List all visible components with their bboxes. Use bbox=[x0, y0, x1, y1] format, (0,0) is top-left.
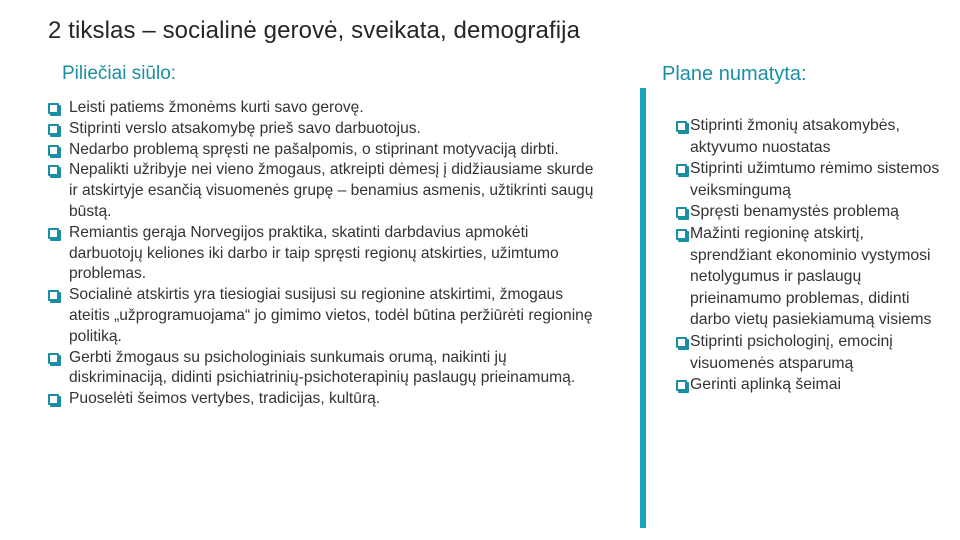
list-item bbox=[676, 115, 948, 158]
list-item-text: Leisti patiems žmonėms kurti savo gerovę. bbox=[69, 99, 364, 116]
list-item-text: Stiprinti užimtumo rėmimo sistemos veiksmingumą bbox=[690, 160, 940, 199]
square-bullet-icon bbox=[676, 380, 687, 391]
square-bullet-icon bbox=[48, 228, 59, 239]
list-item-text: Gerinti aplinką šeimai bbox=[690, 376, 842, 394]
square-bullet-icon bbox=[48, 394, 59, 405]
square-bullet-icon bbox=[48, 353, 59, 364]
square-bullet-icon bbox=[676, 207, 687, 218]
square-bullet-icon bbox=[48, 290, 59, 301]
plan-items-list bbox=[676, 115, 948, 396]
list-item bbox=[676, 158, 948, 201]
list-item bbox=[676, 331, 948, 374]
list-item bbox=[48, 285, 600, 347]
left-column-heading: Piliečiai siūlo: bbox=[62, 63, 177, 84]
square-bullet-icon bbox=[48, 124, 59, 135]
list-item bbox=[48, 348, 600, 390]
square-bullet-icon bbox=[48, 103, 59, 114]
list-item-text: Gerbti žmogaus su psichologiniais sunkumais orumą, naikinti jų diskriminaciją, didinti psichiatrinių-psichoterapinių paslaugų prieinamumą. bbox=[69, 348, 576, 387]
list-item bbox=[48, 119, 600, 140]
list-item bbox=[48, 160, 600, 222]
list-item bbox=[48, 389, 600, 410]
list-item-text: Socialinė atskirtis yra tiesiogiai susijusi su regionine atskirtimi, žmogaus ateitis „užprogramuojama“ jo gimimo vietos, todėl būtina peržiūrėti regioninę politiką. bbox=[69, 286, 593, 345]
list-item bbox=[48, 223, 600, 285]
list-item-text: Mažinti regioninę atskirtį, sprendžiant ekonominio vystymosi netolygumus ir paslaugų prieinamumo problemas, didinti darbo vietų pasiekiamumą visiems bbox=[690, 224, 932, 329]
right-column-heading: Plane numatyta: bbox=[662, 63, 807, 85]
list-item-text: Remiantis gerąja Norvegijos praktika, skatinti darbdavius apmokėti darbuotojų keliones iki darbo ir taip spręsti regionų atskirties, užimtumo problemas. bbox=[69, 223, 559, 283]
square-bullet-icon bbox=[48, 145, 59, 156]
list-item-text: Nedarbo problemą spręsti ne pašalpomis, o stiprinant motyvaciją dirbti. bbox=[69, 140, 559, 158]
square-bullet-icon bbox=[676, 121, 687, 132]
list-item-text: Stiprinti verslo atsakomybę prieš savo darbuotojus. bbox=[69, 119, 421, 137]
square-bullet-icon bbox=[676, 164, 687, 175]
list-item-text: Stiprinti psichologinį, emocinį visuomenės atsparumą bbox=[690, 332, 893, 372]
square-bullet-icon bbox=[676, 337, 687, 348]
list-item bbox=[676, 223, 948, 331]
list-item-text: Spręsti benamystės problemą bbox=[690, 203, 899, 221]
list-item-text: Nepalikti užribyje nei vieno žmogaus, atkreipti dėmesį į didžiausiame skurde ir atskirtyje esančią visuomenės grupę – benamius asmenis, užtikrinti saugų būstą. bbox=[69, 161, 594, 220]
list-item-text: Puoselėti šeimos vertybes, tradicijas, kultūrą. bbox=[69, 390, 381, 408]
list-item bbox=[48, 98, 600, 119]
square-bullet-icon bbox=[676, 229, 687, 240]
square-bullet-icon bbox=[48, 165, 59, 176]
list-item bbox=[676, 201, 948, 223]
slide-title: 2 tikslas – socialinė gerovė, sveikata, demografija bbox=[48, 17, 581, 44]
list-item bbox=[676, 374, 948, 396]
list-item bbox=[48, 140, 600, 161]
list-item-text: Stiprinti žmonių atsakomybės, aktyvumo nuostatas bbox=[690, 117, 900, 156]
citizens-proposals-list bbox=[48, 98, 600, 410]
column-divider bbox=[640, 88, 646, 528]
